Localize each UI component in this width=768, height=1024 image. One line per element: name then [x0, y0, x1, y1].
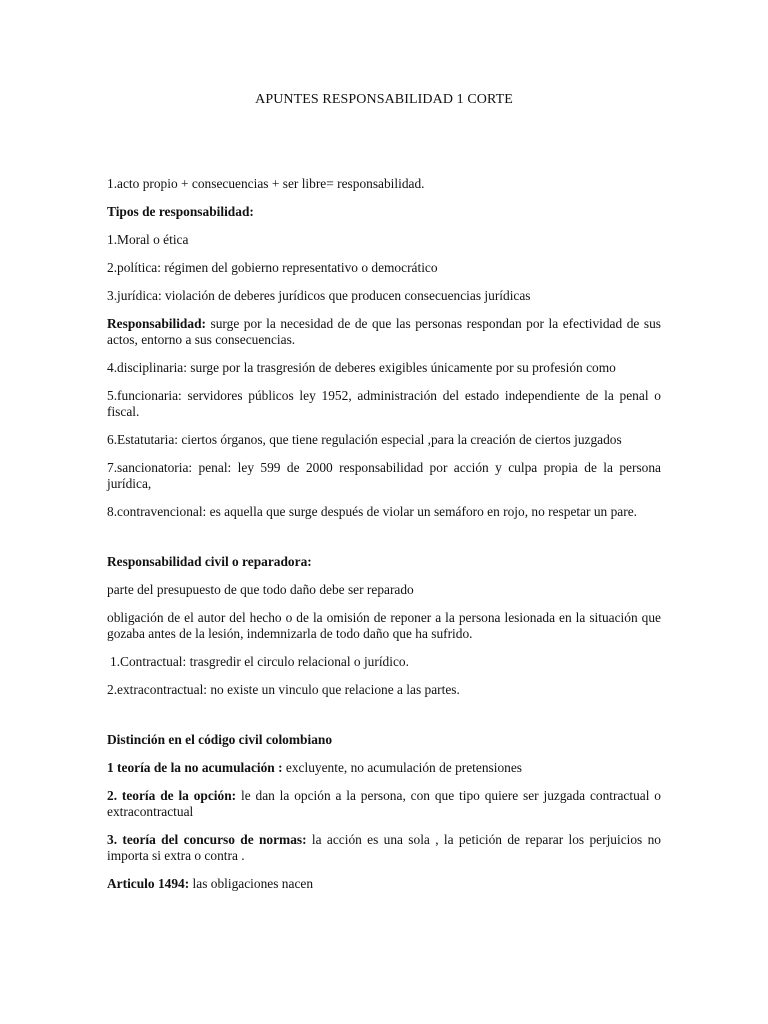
list-item-politica — [107, 260, 661, 276]
list-item-contravencional — [107, 504, 661, 520]
paragraph-text: parte del presupuesto de que todo daño debe ser reparado — [107, 582, 414, 597]
list-item-funcionaria — [107, 388, 661, 420]
document-title: APUNTES RESPONSABILIDAD 1 CORTE — [255, 92, 513, 107]
list-item-estatutaria — [107, 432, 661, 448]
paragraph-text: 6.Estatutaria: ciertos órganos, que tiene regulación especial ,para la creación de ciertos juzgados — [107, 432, 622, 447]
paragraph-text: 7.sancionatoria: penal: ley 599 de 2000 responsabilidad por acción y culpa propia de la persona jurídica, — [107, 460, 661, 491]
section-gap — [107, 532, 661, 554]
paragraph-teoria-concurso — [107, 832, 661, 864]
paragraph-bold: 2. teoría de la opción: — [107, 788, 237, 803]
paragraph-text: la acción es una sola , la petición de reparar los perjuicios no importa si extra o contra . — [107, 832, 661, 863]
paragraph-bold: Distinción en el código civil colombiano — [107, 732, 333, 747]
paragraph-definition — [107, 176, 661, 192]
list-item-moral — [107, 232, 661, 248]
paragraph-text: le dan la opción a la persona, con que tipo quiere ser juzgada contractual o extracontractual — [107, 788, 661, 819]
paragraph-text: 3.jurídica: violación de deberes jurídicos que producen consecuencias jurídicas — [107, 288, 531, 303]
paragraph-articulo-1494 — [107, 876, 661, 892]
paragraph-bold: Responsabilidad civil o reparadora: — [107, 554, 312, 569]
paragraph-text: las obligaciones nacen — [189, 876, 314, 891]
paragraph-responsabilidad — [107, 316, 661, 348]
paragraph-text: 1.Contractual: trasgredir el circulo relacional o jurídico. — [110, 654, 409, 669]
paragraph-text: 2.política: régimen del gobierno representativo o democrático — [107, 260, 438, 275]
paragraph-teoria-no-acumulacion — [107, 760, 661, 776]
heading-distincion — [107, 732, 661, 748]
paragraph-bold: Articulo 1494: — [107, 876, 190, 891]
section-gap — [107, 710, 661, 732]
paragraph-bold: Tipos de responsabilidad: — [107, 204, 254, 219]
paragraph-presupuesto — [107, 582, 661, 598]
list-item-disciplinaria — [107, 360, 661, 376]
paragraph-bold: 1 teoría de la no acumulación : — [107, 760, 283, 775]
document-body — [107, 176, 661, 904]
list-item-extracontractual — [107, 682, 661, 698]
paragraph-text: 1.Moral o ética — [107, 232, 189, 247]
paragraph-teoria-opcion — [107, 788, 661, 820]
heading-tipos — [107, 204, 661, 220]
paragraph-text: 1.acto propio + consecuencias + ser libre= responsabilidad. — [107, 176, 425, 191]
paragraph-text: excluyente, no acumulación de pretensiones — [282, 760, 523, 775]
paragraph-text: 4.disciplinaria: surge por la trasgresión de deberes exigibles únicamente por su profesión como — [107, 360, 616, 375]
paragraph-text: surge por la necesidad de de que las personas respondan por la efectividad de sus actos, entorno a sus consecuencias. — [107, 316, 661, 347]
paragraph-obligacion — [107, 610, 661, 642]
heading-civil — [107, 554, 661, 570]
list-item-contractual — [107, 654, 661, 670]
paragraph-text: 8.contravencional: es aquella que surge después de violar un semáforo en rojo, no respetar un pare. — [107, 504, 637, 519]
paragraph-bold: 3. teoría del concurso de normas: — [107, 832, 307, 847]
list-item-sancionatoria — [107, 460, 661, 492]
list-item-juridica — [107, 288, 661, 304]
paragraph-bold: Responsabilidad: — [107, 316, 206, 331]
paragraph-text: obligación de el autor del hecho o de la omisión de reponer a la persona lesionada en la situación que gozaba antes de la lesión, indemnizarla de todo daño que ha sufrido. — [107, 610, 661, 641]
paragraph-text: 2.extracontractual: no existe un vinculo que relacione a las partes. — [107, 682, 460, 697]
paragraph-text: 5.funcionaria: servidores públicos ley 1952, administración del estado independiente de la penal o fiscal. — [107, 388, 661, 419]
